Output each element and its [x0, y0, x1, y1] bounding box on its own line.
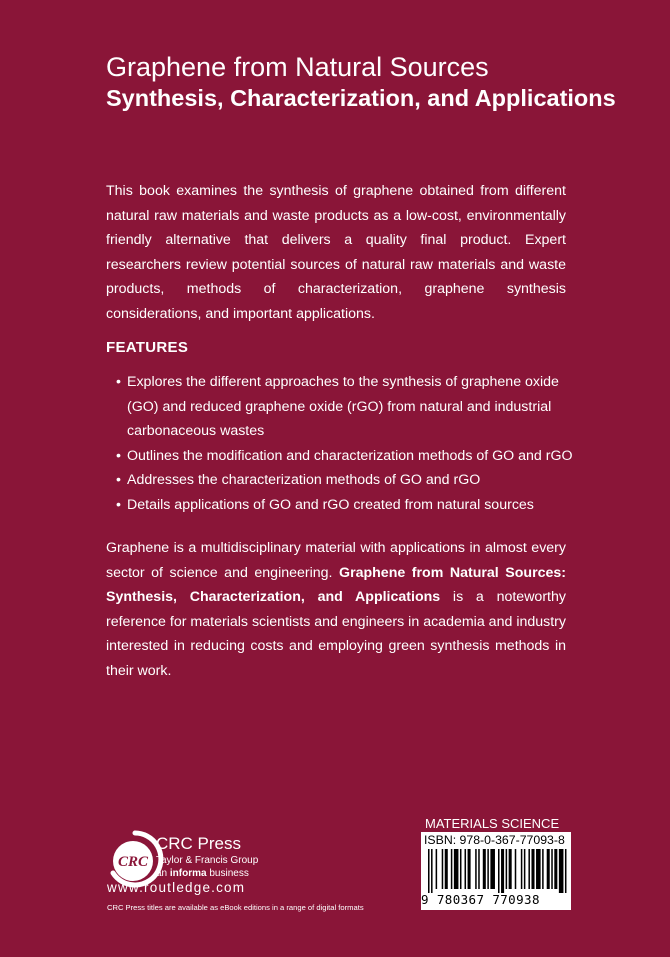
barcode-bar: [468, 849, 471, 889]
closing-paragraph: Graphene is a multidisciplinary material with applications in almost every sector of science and engineering. Graphene from Natural Sources: Synthesis, Characterization, and Applications is a noteworthy reference for materials scientists and engineers in academia and industry interested in reducing costs and employing green synthesis methods in their work.: [106, 540, 566, 679]
subject-category: MATERIALS SCIENCE: [425, 816, 560, 831]
features-heading: FEATURES: [106, 339, 189, 356]
barcode-bar: [559, 849, 564, 893]
book-subtitle: Synthesis, Characterization, and Applications: [106, 85, 616, 111]
barcode-bar: [509, 849, 512, 889]
intro-paragraph: This book examines the synthesis of graphene obtained from different natural raw materials and waste products as a low-cost, environmentally friendly alternative that delivers a quality final product. Expert researchers review potential sources of natural raw materials and waste products, methods of characterization, graphene synthesis considerations, and important applications.: [106, 183, 566, 322]
barcode-panel: [421, 832, 571, 910]
barcode-bar: [478, 849, 480, 889]
publisher-name: CRC Press: [156, 834, 242, 853]
barcode-bar: [521, 849, 523, 889]
barcode-bar: [445, 849, 448, 889]
publisher-group: Taylor & Francis Group: [156, 855, 259, 866]
barcode-bar: [565, 849, 567, 893]
ebook-note: CRC Press titles are available as eBook editions in a range of digital formats: [107, 903, 364, 912]
feature-item: • Addresses the characterization methods of GO and rGO: [116, 468, 576, 493]
barcode-bar: [490, 849, 495, 889]
barcode-bar: [483, 849, 486, 889]
publisher-url[interactable]: www.routledge.com: [107, 880, 246, 895]
bullet-icon: •: [116, 472, 121, 489]
barcode-bar: [524, 849, 526, 889]
barcode-icon: [428, 849, 568, 893]
barcode-bar: [475, 849, 477, 889]
bullet-icon: •: [116, 496, 121, 513]
barcode-bar: [454, 849, 459, 889]
barcode-bar: [465, 849, 467, 889]
logo-text: CRC: [117, 854, 149, 870]
bullet-icon: •: [116, 374, 121, 390]
book-title: Graphene from Natural Sources: [106, 52, 489, 82]
barcode-bar: [428, 849, 430, 893]
barcode-bar: [501, 849, 504, 893]
barcode-bar: [531, 849, 534, 889]
publisher-business: an informa business: [156, 868, 249, 879]
barcode-bar: [547, 849, 550, 889]
feature-item: • Outlines the modification and characterization methods of GO and rGO: [116, 444, 576, 469]
feature-item: • Details applications of GO and rGO created from natural sources: [116, 493, 576, 518]
barcode-bar: [554, 849, 557, 889]
isbn-label: ISBN: 978-0-367-77093-8: [424, 833, 565, 847]
barcode-bar: [460, 849, 462, 889]
barcode-bar: [551, 849, 553, 889]
barcode-bar: [487, 849, 489, 889]
closing-bold-title: Graphene from Natural Sources: Synthesis, Characterization, and Applications: [106, 564, 566, 606]
barcode-bar: [442, 849, 444, 889]
barcode-bar: [542, 849, 544, 889]
barcode-bar: [498, 849, 500, 893]
barcode-bar: [431, 849, 433, 893]
features-list: [116, 370, 576, 518]
barcode-number: 9 780367 770938: [421, 892, 540, 907]
bullet-icon: •: [116, 447, 121, 464]
barcode-bar: [515, 849, 517, 889]
barcode-bar: [528, 849, 530, 889]
barcode-bar: [536, 849, 541, 889]
barcode-bar: [451, 849, 453, 889]
feature-item: • Explores the different approaches to the synthesis of graphene oxide (GO) and reduced graphene oxide (rGO) from natural and industrial carbonaceous wastes: [116, 370, 576, 444]
barcode-bar: [436, 849, 438, 889]
barcode-bar: [506, 849, 508, 889]
